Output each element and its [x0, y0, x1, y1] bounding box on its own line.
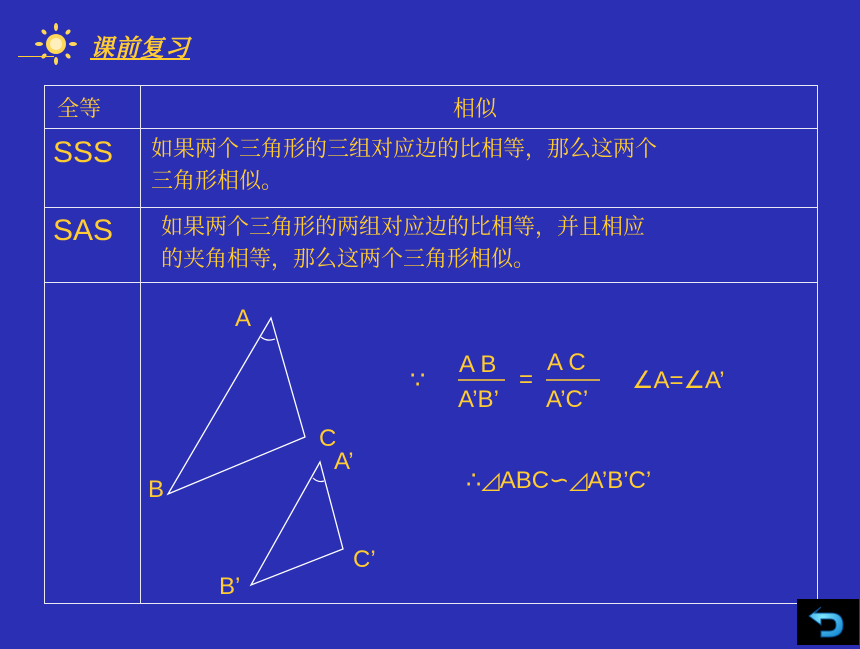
angle-mark-a [261, 337, 275, 340]
rule-text-line: 如果两个三角形的三组对应边的比相等，那么这两个 [151, 137, 658, 162]
fraction1-denominator: A’B’ [458, 386, 499, 413]
equals-sign: = [519, 366, 534, 393]
rule-text-line: 如果两个三角形的两组对应边的比相等，并且相应 [161, 215, 646, 240]
fraction2-denominator: A’C’ [546, 386, 589, 413]
triangle-a2b2c2 [251, 462, 343, 585]
because-symbol: ∵ [410, 367, 426, 394]
vertex-label-a-prime: A’ [334, 448, 354, 475]
rule-text-line: 三角形相似。 [151, 169, 284, 194]
vertex-label-c: C [319, 425, 337, 452]
angle-mark-a2 [313, 478, 324, 482]
page-title: 课前复习 [90, 34, 190, 62]
header-similar: 相似 [453, 97, 498, 122]
rule-name-sss: SSS [53, 136, 114, 169]
similarity-conclusion: ∴◿ABC∽◿A’B’C’ [466, 467, 652, 494]
angle-equality: ∠A=∠A’ [632, 367, 725, 394]
vertex-label-c-prime: C’ [353, 546, 376, 573]
fraction2-numerator: A C [547, 349, 586, 376]
vertex-label-b: B [148, 476, 165, 503]
fraction1-numerator: A B [459, 351, 497, 378]
vertex-label-b-prime: B’ [219, 573, 241, 600]
header-congruent: 全等 [57, 97, 102, 122]
rule-name-sas: SAS [53, 214, 114, 247]
rule-text-line: 的夹角相等，那么这两个三角形相似。 [161, 247, 536, 272]
return-arrow-icon [797, 599, 859, 645]
triangle-abc [168, 318, 305, 494]
return-button[interactable] [797, 599, 859, 645]
vertex-label-a: A [235, 305, 252, 332]
